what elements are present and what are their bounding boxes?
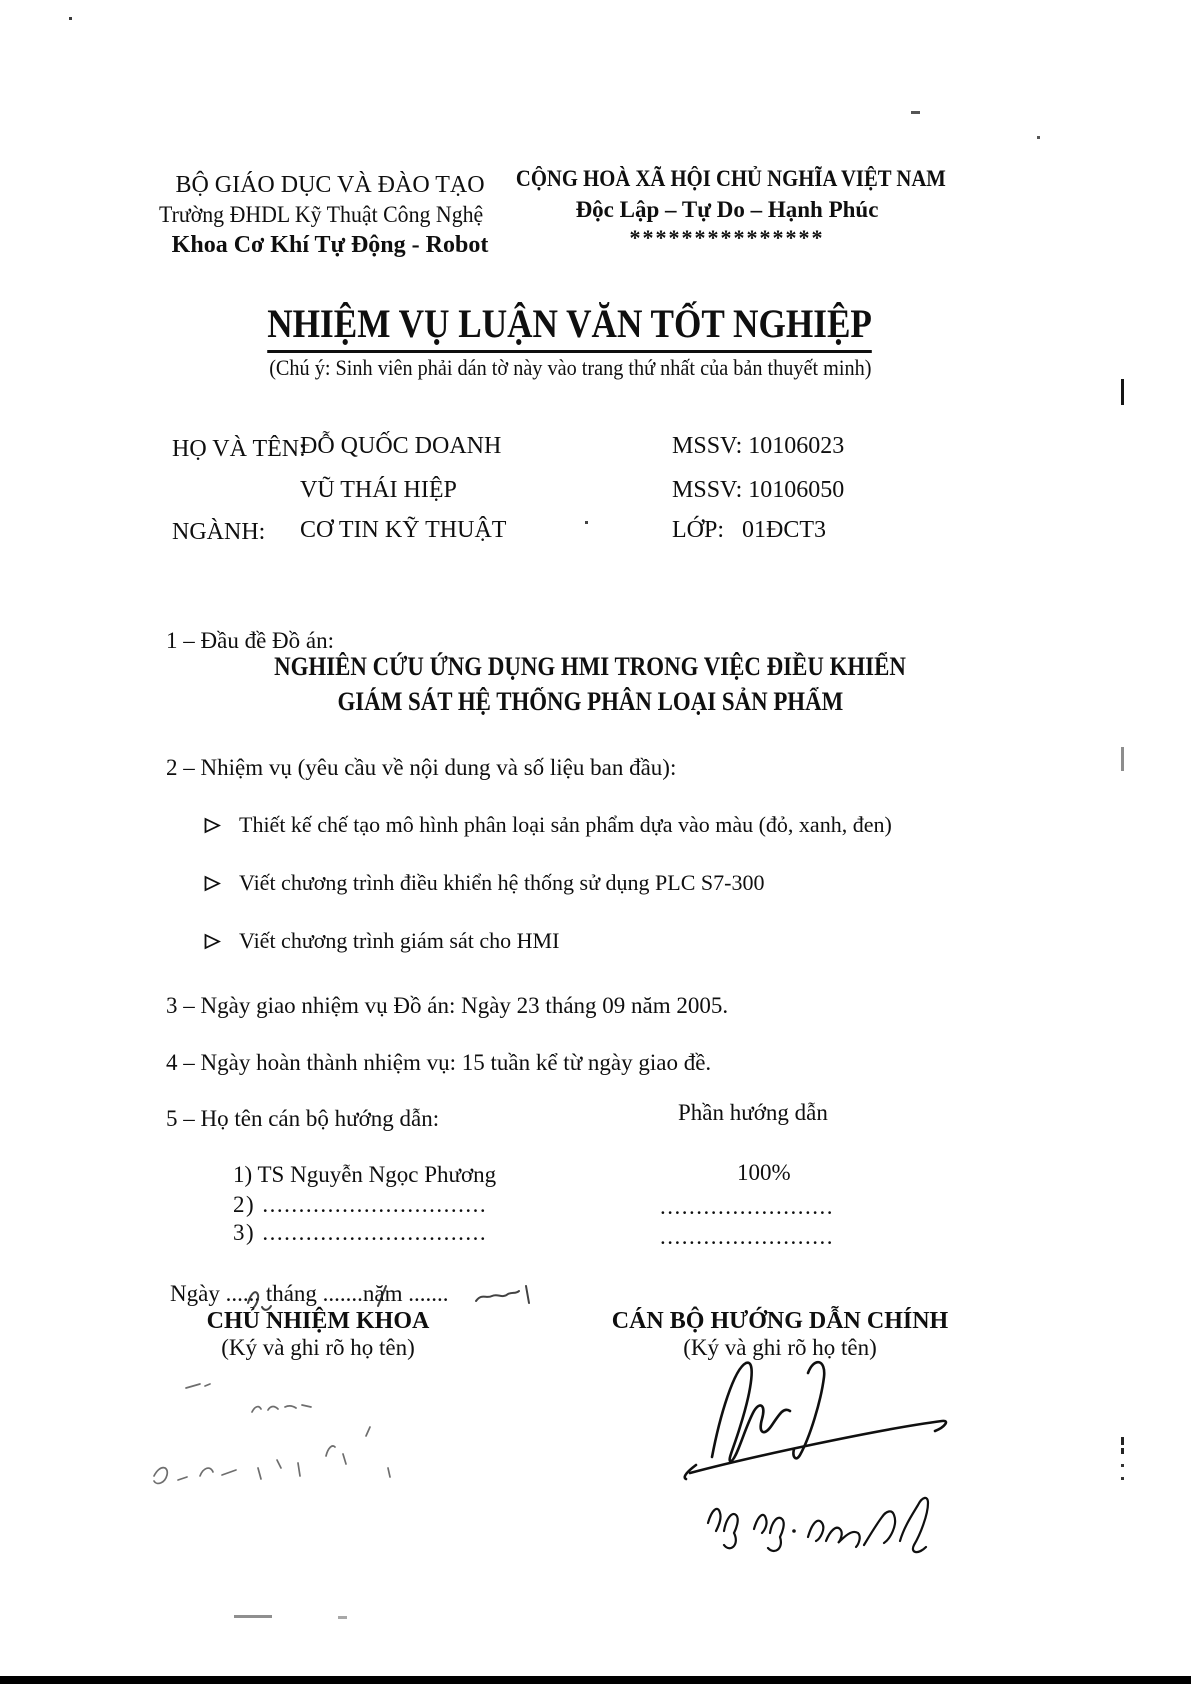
advisor-sign-instruction: (Ký và ghi rõ họ tên): [683, 1335, 877, 1360]
dean-signature: [130, 1372, 550, 1502]
title-note-row: [0, 355, 1140, 381]
project-title-line2: GIÁM SÁT HỆ THỐNG PHÂN LOẠI SẢN PHẨM: [337, 687, 843, 716]
advisor2-name-blank: 2) ...............................: [233, 1192, 488, 1217]
students-name-label: HỌ VÀ TÊN:: [172, 436, 306, 462]
date-blank-line: Ngày ...... tháng .......năm .......: [170, 1281, 449, 1306]
student2-name: VŨ THÁI HIỆP: [300, 477, 457, 503]
scan-artifact-speck-1: [69, 17, 72, 20]
scan-artifact-right-mark-1: [1121, 379, 1124, 405]
task-item-2-text: Viết chương trình điều khiển hệ thống sử dụng PLC S7-300: [239, 870, 765, 895]
scan-artifact-right-dot-2: [1121, 1477, 1124, 1480]
issuing-org-block: [140, 170, 520, 260]
title-row: [0, 300, 1140, 353]
scan-artifact-right-dash-2: [1121, 1448, 1124, 1454]
ministry-line: BỘ GIÁO DỤC VÀ ĐÀO TẠO: [175, 172, 485, 198]
scan-artifact-right-dash-1: [1121, 1437, 1124, 1445]
faculty-line: Khoa Cơ Khí Tự Động - Robot: [171, 232, 489, 258]
task-item-1: [204, 812, 892, 838]
section5-label: 5 – Họ tên cán bộ hướng dẫn:: [166, 1106, 440, 1131]
share-column-header: Phần hướng dẫn: [678, 1100, 828, 1125]
scan-artifact-bottom-bar: [0, 1676, 1191, 1684]
arrow-bullet-icon: [204, 875, 221, 892]
project-title-line2-row: [120, 687, 1060, 717]
class-label: LỚP:: [672, 517, 725, 543]
project-title-line1: NGHIÊN CỨU ỨNG DỤNG HMI TRONG VIỆC ĐIỀU KHIỂN: [274, 652, 906, 681]
task-item-3: [204, 928, 559, 954]
scan-artifact-bottom-dash-1: [234, 1615, 272, 1618]
advisor3-share-blank: ........................: [660, 1224, 834, 1249]
scan-artifact-speck-2: [911, 111, 920, 114]
student1-name: ĐỖ QUỐC DOANH: [300, 433, 502, 459]
section4-text: 4 – Ngày hoàn thành nhiệm vụ: 15 tuần kể từ ngày giao đề.: [166, 1050, 712, 1075]
section3-text: 3 – Ngày giao nhiệm vụ Đồ án: Ngày 23 tháng 09 năm 2005.: [166, 993, 729, 1018]
national-motto-block: [492, 164, 962, 250]
scan-artifact-right-mark-2: [1121, 747, 1124, 771]
advisor1-share: 100%: [737, 1160, 791, 1185]
scan-artifact-speck-3: [1037, 136, 1040, 139]
student1-mssv: MSSV: 10106023: [672, 433, 845, 459]
handwritten-date-marks: [170, 1276, 550, 1320]
arrow-bullet-icon: [204, 933, 221, 950]
motto-line: Độc Lập – Tự Do – Hạnh Phúc: [575, 197, 879, 222]
scan-artifact-bottom-dash-2: [338, 1616, 347, 1619]
section2-label: 2 – Nhiệm vụ (yêu cầu về nội dung và số liệu ban đầu):: [166, 755, 677, 780]
advisor3-name-blank: 3) ...............................: [233, 1220, 488, 1245]
advisor-title: CÁN BỘ HƯỚNG DẪN CHÍNH: [611, 1308, 949, 1334]
major-value: CƠ TIN KỸ THUẬT: [300, 517, 507, 543]
scan-artifact-right-dot-1: [1121, 1464, 1124, 1467]
task-item-1-text: Thiết kế chế tạo mô hình phân loại sản phẩm dựa vào màu (đỏ, xanh, đen): [239, 812, 892, 837]
arrow-bullet-icon: [204, 817, 221, 834]
major-label: NGÀNH:: [172, 519, 266, 545]
republic-line: CỘNG HOÀ XÃ HỘI CHỦ NGHĨA VIỆT NAM: [515, 166, 946, 191]
stars-divider: ***************: [629, 225, 825, 250]
advisor1-name: 1) TS Nguyễn Ngọc Phương: [233, 1162, 497, 1187]
page-title: NHIỆM VỤ LUẬN VĂN TỐT NGHIỆP: [268, 300, 873, 353]
section1-label: 1 – Đầu đề Đồ án:: [166, 628, 334, 653]
title-note: (Chú ý: Sinh viên phải dán tờ này vào trang thứ nhất của bản thuyết minh): [268, 355, 872, 380]
class-value: 01ĐCT3: [742, 517, 826, 543]
advisor-signature: [650, 1345, 980, 1575]
dean-title: CHỦ NHIỆM KHOA: [206, 1308, 430, 1334]
task-item-2: [204, 870, 764, 896]
scan-artifact-speck-4: [585, 521, 588, 524]
dean-sign-instruction: (Ký và ghi rõ họ tên): [221, 1335, 415, 1360]
student2-mssv: MSSV: 10106050: [672, 477, 845, 503]
project-title-line1-row: [120, 652, 1060, 682]
advisor2-share-blank: ........................: [660, 1194, 834, 1219]
university-line: Trường ĐHDL Kỹ Thuật Công Nghệ: [159, 202, 484, 227]
task-item-3-text: Viết chương trình giám sát cho HMI: [239, 928, 560, 953]
